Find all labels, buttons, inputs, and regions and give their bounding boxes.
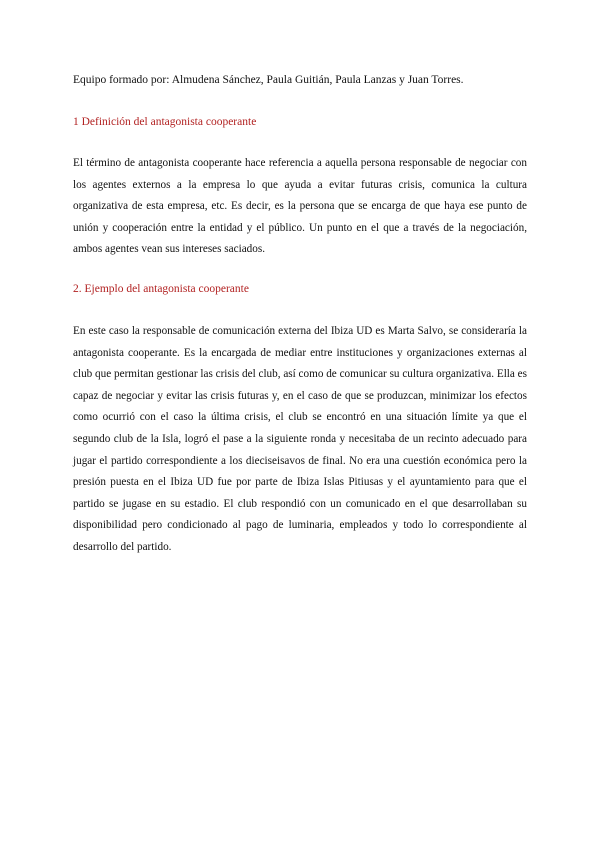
team-line: Equipo formado por: Almudena Sánchez, Paula Guitián, Paula Lanzas y Juan Torres. [73, 74, 464, 86]
section-heading-definition: 1 Definición del antagonista cooperante [73, 116, 257, 128]
section-heading-example: 2. Ejemplo del antagonista cooperante [73, 283, 249, 295]
paragraph-definition: El término de antagonista cooperante hace referencia a aquella persona responsable de negociar con los agentes externos a la empresa lo que ayuda a evitar futuras crisis, comunica la cultura organizativa de esta empresa, etc. Es decir, es la persona que se encarga de que haya ese punto de unión y cooperación entre la entidad y el público. Un punto en el que a través de la negociación, ambos agentes vean sus intereses saciados. [73, 157, 527, 256]
paragraph-example: En este caso la responsable de comunicación externa del Ibiza UD es Marta Salvo, se consideraría la antagonista cooperante. Es la encargada de mediar entre instituciones y organizaciones externas al club que permitan gestionar las crisis del club, así como de comunicar su cultura organizativa. Ella es capaz de negociar y evitar las crisis futuras y, en el caso de que se produzcan, minimizar los efectos como ocurrió con el caso la última crisis, el club se encontró en una situación límite ya que el segundo club de la Isla, logró el pase a la siguiente ronda y necesitaba de un recinto adecuado para jugar el partido correspondiente a los dieciseisavos de final. No era una cuestión económica pero la presión puesta en el Ibiza UD fue por parte de Ibiza Islas Pitiusas y el ayuntamiento para que el partido se jugase en su estadio. El club respondió con un comunicado en el que desarrollaban su disponibilidad pero condicionado al pago de luminaria, empleados y todo lo correspondiente al desarrollo del partido. [73, 325, 527, 553]
